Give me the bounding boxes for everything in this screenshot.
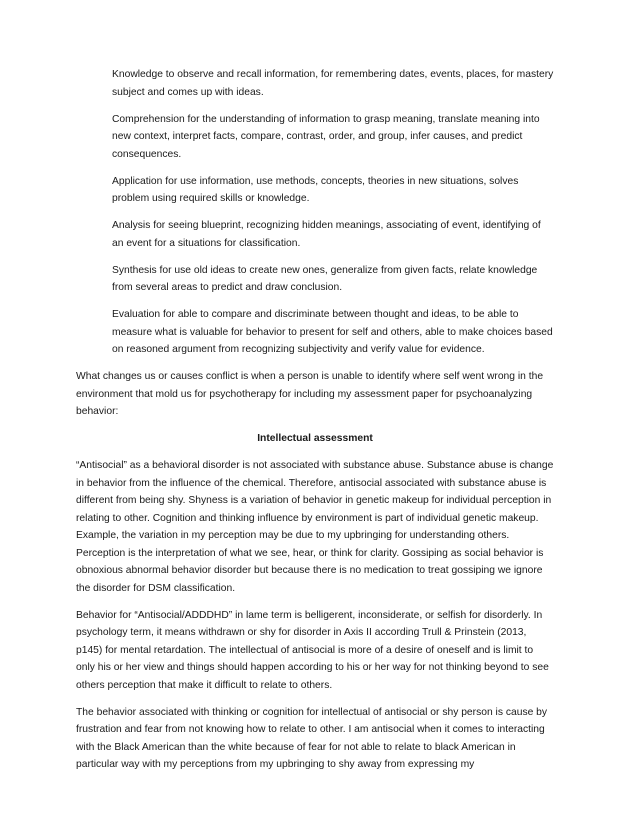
section-heading: Intellectual assessment [257, 433, 373, 444]
body-paragraph-antisocial-definition: “Antisocial” as a behavioral disorder is not associated with substance abuse. Substance abuse is change in behavior from the influence of the chemical. Therefore, antisocial associated with substance abuse is different from being shy. Shyness is a variation of behavior in genetic makeup for individual perception in relating to other. Cognition and thinking influence by environment is part of individual genetic makeup. Example, the variation in my perception may be due to my upbringing for understanding others. Perception is the interpretation of what we see, hear, or think for clarity. Gossiping as social behavior is obnoxious abnormal behavior disorder but because there is no medication to treat gossiping we ignore the disorder for DSM classification. [76, 460, 554, 594]
body-paragraph-cognition: The behavior associated with thinking or cognition for intellectual of antisocial or shy person is cause by frustration and fear from not knowing how to relate to other. I am antisocial when it comes to interacting with the Black American than the white because of fear for not able to relate to black American in particular way with my perceptions from my upbringing to shy away from expressing my [76, 706, 548, 770]
bloom-level-analysis: Analysis for seeing blueprint, recognizing hidden meanings, associating of event, identifying of an event for a situations for classification. [112, 220, 541, 249]
intro-paragraph: What changes us or causes conflict is when a person is unable to identify where self went wrong in the environment that mold us for psychotherapy for including my assessment paper for psychoanalyzing behavior: [76, 371, 544, 417]
body-paragraph-behavior-terms: Behavior for “Antisocial/ADDDHD” in lame term is belligerent, inconsiderate, or selfish for disorderly. In psychology term, it means withdrawn or shy for disorder in Axis II according Trull & Prinstein (2013, p145) for mental retardation. The intellectual of antisocial is more of a desire of oneself and is limit to only his or her view and things should happen according to his or her way for not thinking beyond to see others perception that make it difficult to relate to others. [76, 609, 549, 691]
bloom-level-evaluation: Evaluation for able to compare and discriminate between thought and ideas, to be able to measure what is valuable for behavior to present for self and others, able to make choices based on reasoned argument from recognizing subjectivity and verify value for evidence. [112, 309, 553, 355]
bloom-level-comprehension: Comprehension for the understanding of information to grasp meaning, translate meaning into new context, interpret facts, compare, contrast, order, and group, infer causes, and predict consequences. [112, 113, 540, 160]
bloom-level-application: Application for use information, use methods, concepts, theories in new situations, solves problem using required skills or knowledge. [112, 175, 519, 204]
bloom-level-knowledge: Knowledge to observe and recall information, for remembering dates, events, places, for mastery subject and comes up with ideas. [112, 69, 554, 98]
bloom-level-synthesis: Synthesis for use old ideas to create new ones, generalize from given facts, relate knowledge from several areas to predict and draw conclusion. [112, 264, 538, 293]
